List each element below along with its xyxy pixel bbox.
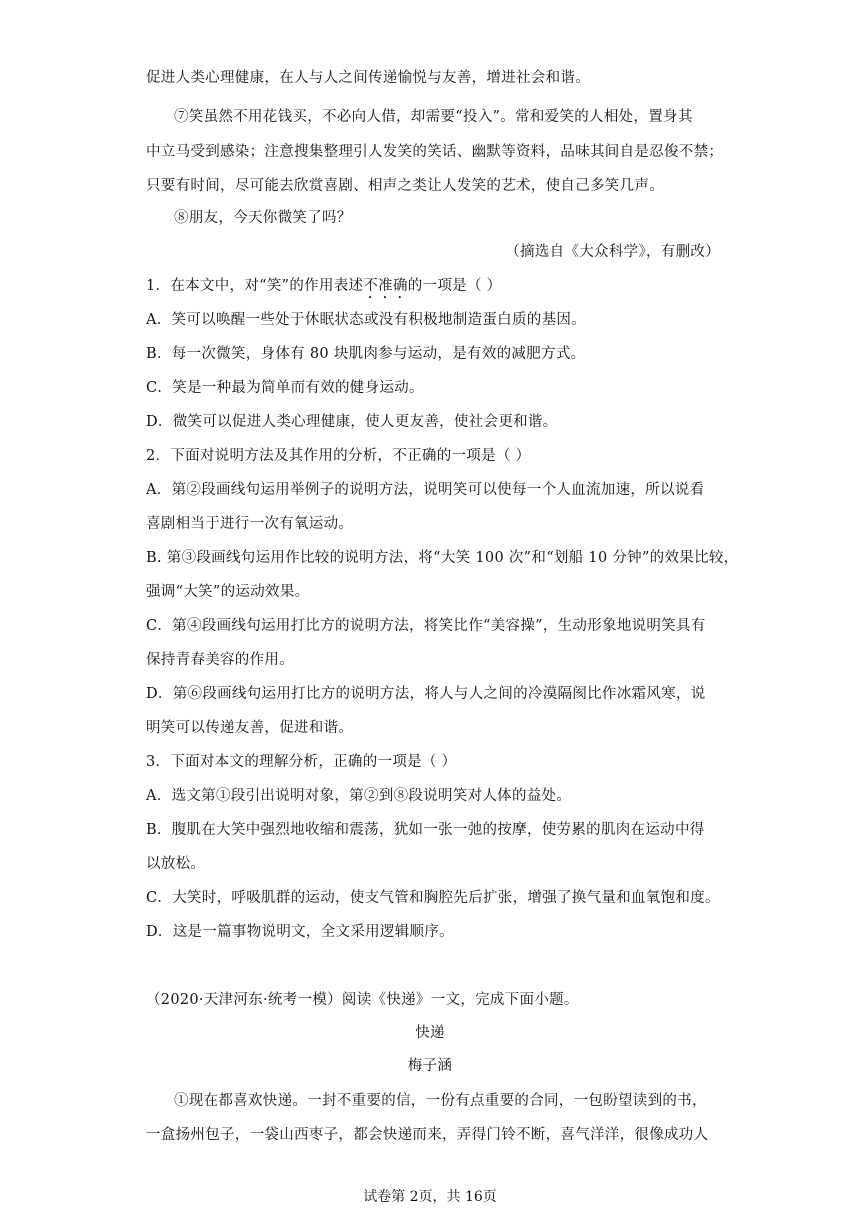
- question-2-line: B. 第③段画线句运用作比较的说明方法，将“大笑 100 次”和“划船 10 分钟”的效果比较，: [146, 550, 739, 566]
- question-2-line: C．第④段画线句运用打比方的说明方法，将笑比作“美容操”，生动形象地说明笑具有: [146, 618, 706, 634]
- question-2-line: 强调“大笑”的运动效果。: [146, 584, 310, 600]
- question-2-line: 喜剧相当于进行一次有氧运动。: [146, 516, 354, 532]
- question-1-option: A．笑可以唤醒一些处于休眠状态或没有积极地制造蛋白质的基因。: [146, 312, 586, 328]
- question-2-line: 保持青春美容的作用。: [146, 652, 294, 668]
- passage-source: （摘选自《大众科学》，有删改）: [505, 244, 720, 260]
- question-3-line: 以放松。: [146, 856, 206, 872]
- question-1-stem-pre: 1．在本文中，对“笑”的作用表述: [146, 278, 364, 294]
- article-title: 快递: [415, 1025, 445, 1041]
- passage-line: 只要有时间，尽可能去欣赏喜剧、相声之类让人发笑的艺术，使自己多笑几声。: [146, 178, 664, 194]
- question-1-option: B．每一次微笑，身体有 80 块肌肉参与运动，是有效的减肥方式。: [146, 346, 586, 362]
- question-1-option: C．笑是一种最为简单而有效的健身运动。: [146, 380, 424, 396]
- section-intro: （2020·天津河东·统考一模）阅读《快递》一文，完成下面小题。: [146, 992, 579, 1008]
- question-3-line: D．这是一篇事物说明文，全文采用逻辑顺序。: [146, 924, 454, 940]
- passage-line: 中立马受到感染；注意搜集整理引人发笑的笑话、幽默等资料，品味其间自是忍俊不禁；: [146, 144, 724, 160]
- passage-line: 促进人类心理健康，在人与人之间传递愉悦与友善，增进社会和谐。: [146, 70, 590, 86]
- passage-line: ⑧朋友，今天你微笑了吗？: [174, 210, 352, 226]
- question-1-option: D．微笑可以促进人类心理健康，使人更友善，使社会更和谐。: [146, 414, 558, 430]
- question-1-emphasis: 不准确: [363, 278, 408, 294]
- question-3-line: B．腹肌在大笑中强烈地收缩和震荡，犹如一张一弛的按摩，使劳累的肌肉在运动中得: [146, 822, 705, 838]
- question-1-stem-post: 的一项是（ ）: [407, 278, 502, 294]
- article-author: 梅子涵: [407, 1058, 453, 1074]
- passage-line: ⑦笑虽然不用花钱买，不必向人借，却需要“投入”。常和爱笑的人相处，置身其: [174, 109, 693, 125]
- question-3-line: C．大笑时，呼吸肌群的运动，使支气管和胸腔先后扩张，增强了换气量和血氧饱和度。: [146, 890, 720, 906]
- article-line: 一盒扬州包子，一袋山西枣子，都会快递而来，弄得门铃不断，喜气洋洋，很像成功人: [146, 1127, 709, 1143]
- page-footer: 试卷第 2页，共 16页: [363, 1189, 497, 1205]
- question-2-stem: 2．下面对说明方法及其作用的分析，不正确的一项是（ ）: [146, 448, 531, 464]
- question-2-line: D．第⑥段画线句运用打比方的说明方法，将人与人之间的冷漠隔阂比作冰霜风寒，说: [146, 686, 706, 702]
- question-1-stem: [146, 276, 716, 302]
- question-3-stem: 3．下面对本文的理解分析，正确的一项是（ ）: [146, 754, 457, 770]
- question-2-line: A．第②段画线句运用举例子的说明方法，说明笑可以使每一个人血流加速，所以说看: [146, 482, 705, 498]
- question-3-line: A．选文第①段引出说明对象，第②到⑧段说明笑对人体的益处。: [146, 788, 572, 804]
- article-line: ①现在都喜欢快递。一封不重要的信，一份有点重要的合同，一包盼望读到的书，: [174, 1093, 707, 1109]
- question-2-line: 明笑可以传递友善，促进和谐。: [146, 720, 354, 736]
